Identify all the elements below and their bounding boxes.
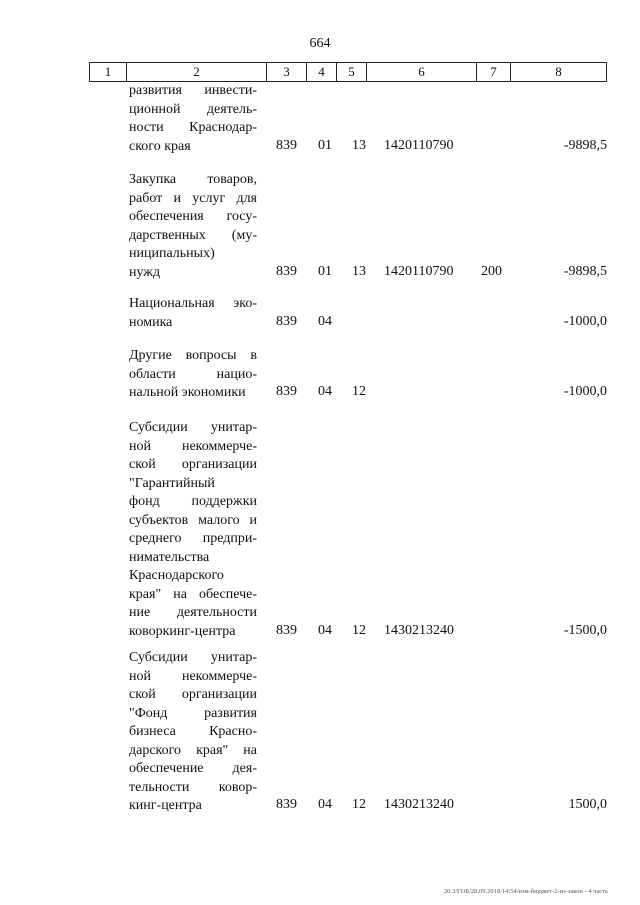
cell-col-5: 12: [352, 384, 366, 399]
cell-col-4: 01: [318, 263, 332, 279]
cell-col-8: -1000,0: [563, 384, 607, 399]
description-line: Национальная эко-: [129, 296, 257, 311]
description-line: тельности ковор-: [129, 779, 257, 795]
description-line: ние деятельности: [129, 605, 257, 620]
description-line: нужд: [129, 264, 161, 280]
description-line: фонд поддержки: [129, 494, 257, 509]
header-col-7: 7: [477, 63, 511, 81]
description-line: ной некоммерче-: [129, 438, 257, 454]
row-description: [129, 419, 257, 641]
description-line: ниципальных): [129, 246, 215, 261]
header-col-6: 6: [367, 63, 477, 81]
cell-col-3: 839: [276, 313, 297, 329]
header-col-2: 2: [127, 63, 267, 81]
cell-col-3: 839: [276, 384, 297, 399]
header-col-1: 1: [90, 63, 127, 81]
description-line: Другие вопросы в: [129, 348, 257, 363]
description-line: коворкинг-центра: [129, 623, 236, 639]
cell-col-6: 1420110790: [384, 263, 454, 279]
description-line: кинг-центра: [129, 798, 202, 813]
description-line: ского края: [129, 138, 191, 154]
description-line: края" на обеспече-: [129, 586, 257, 602]
description-line: ционной деятель-: [129, 101, 257, 117]
page-number: 664: [309, 36, 331, 51]
description-line: развития инвести-: [129, 83, 257, 98]
description-line: работ и услуг для: [129, 190, 257, 206]
cell-col-6: 1430213240: [384, 797, 454, 812]
description-line: Субсидии унитар-: [129, 650, 257, 665]
cell-col-6: 1420110790: [384, 137, 454, 153]
cell-col-3: 839: [276, 263, 297, 279]
description-line: обеспечение дея-: [129, 761, 257, 776]
cell-col-4: 01: [318, 137, 332, 153]
description-line: "Гарантийный: [129, 475, 215, 491]
description-line: Закупка товаров,: [129, 172, 257, 187]
cell-col-4: 04: [318, 797, 332, 812]
description-line: дарского края" на: [129, 742, 257, 758]
description-line: номика: [129, 314, 173, 330]
header-col-3: 3: [267, 63, 307, 81]
description-line: субъектов малого и: [129, 512, 257, 528]
description-line: дарственных (му-: [129, 227, 257, 243]
row-description: [129, 649, 257, 816]
cell-col-3: 839: [276, 797, 297, 812]
description-line: бизнеса Красно-: [129, 724, 257, 739]
row-description: [129, 347, 257, 403]
cell-col-8: -9898,5: [563, 263, 607, 279]
cell-col-8: -1500,0: [563, 622, 607, 638]
header-col-5: 5: [337, 63, 367, 81]
cell-col-5: 12: [352, 622, 366, 638]
cell-col-8: -1000,0: [563, 313, 607, 329]
row-description: [129, 82, 257, 156]
cell-col-4: 04: [318, 384, 332, 399]
cell-col-4: 04: [318, 313, 332, 329]
description-line: ской организации: [129, 687, 257, 702]
document-footer: 20.3/ГОБ/28.09.2018/14:54/изм-бюджет-2-из-закон - 4 часть: [443, 888, 608, 895]
description-line: нимательства: [129, 549, 210, 565]
description-line: ной некоммерче-: [129, 668, 257, 684]
description-line: обеспечения госу-: [129, 209, 257, 224]
description-line: Краснодарского: [129, 568, 224, 583]
description-line: ской организации: [129, 457, 257, 472]
cell-col-4: 04: [318, 622, 332, 638]
cell-col-7: 200: [481, 263, 502, 279]
row-description: [129, 295, 257, 332]
cell-col-6: 1430213240: [384, 622, 454, 638]
cell-col-3: 839: [276, 622, 297, 638]
header-col-8: 8: [555, 64, 562, 79]
description-line: Субсидии унитар-: [129, 420, 257, 435]
table-header: [89, 62, 607, 82]
description-line: "Фонд развития: [129, 705, 257, 721]
row-description: [129, 171, 257, 282]
cell-col-5: 13: [352, 263, 366, 279]
description-line: ности Краснодар-: [129, 120, 257, 135]
cell-col-8: -9898,5: [563, 137, 607, 153]
description-line: области нацио-: [129, 366, 257, 382]
cell-col-5: 13: [352, 137, 366, 153]
header-col-4: 4: [307, 63, 337, 81]
cell-col-8: 1500,0: [568, 797, 607, 812]
description-line: нальной экономики: [129, 385, 246, 400]
cell-col-3: 839: [276, 137, 297, 153]
description-line: среднего предпри-: [129, 531, 257, 546]
cell-col-5: 12: [352, 797, 366, 812]
